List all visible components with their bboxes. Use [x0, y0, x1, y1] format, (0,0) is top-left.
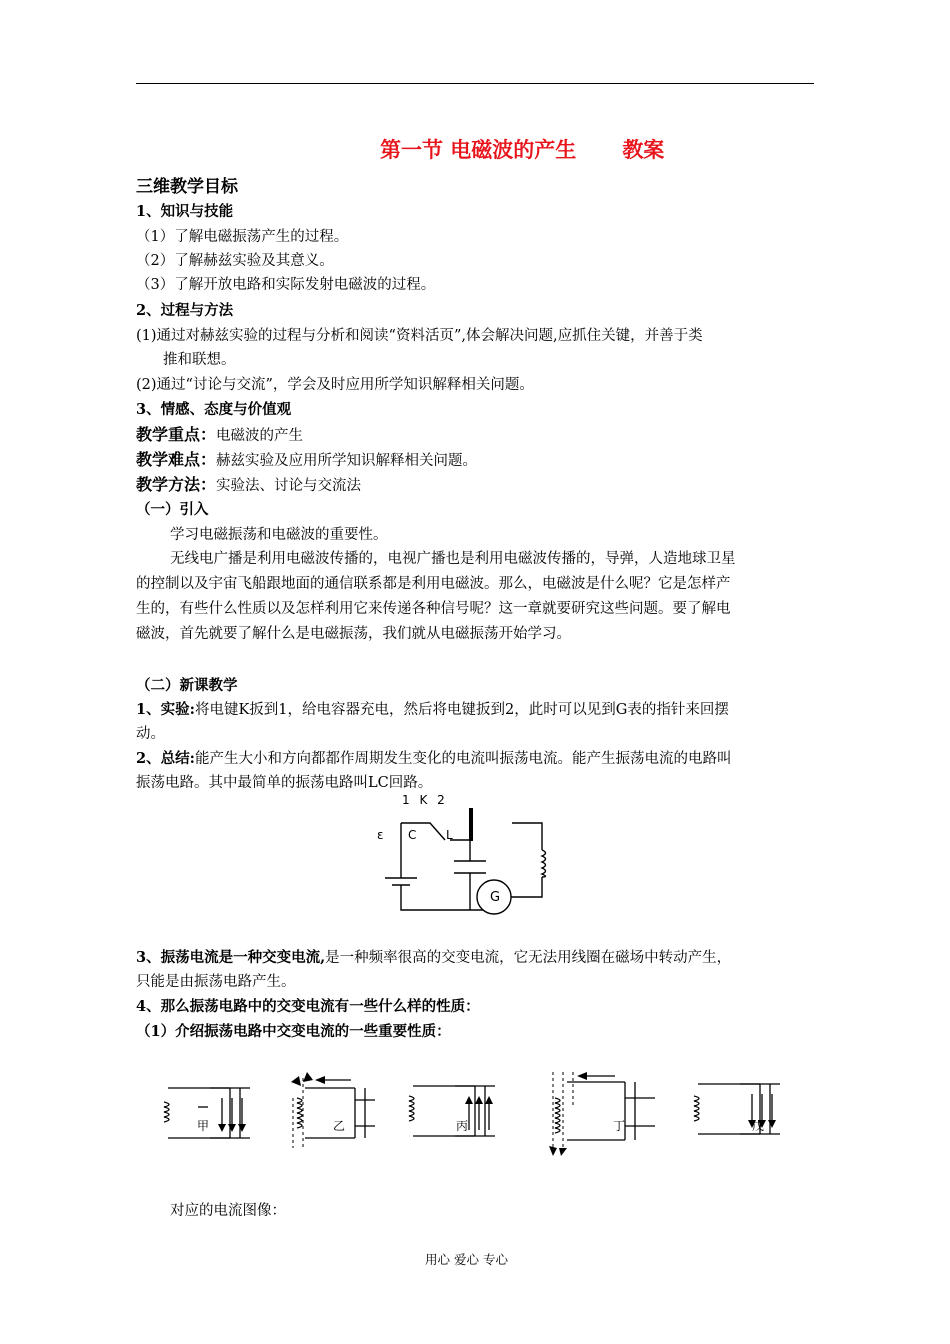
difficulty-point: 教学难点：赫兹实验及应用所学知识解释相关问题。: [136, 450, 478, 469]
process-item-2: (2)通过“讨论与交流”，学会及时应用所学知识解释相关问题。: [136, 377, 534, 393]
properties-question: 4、那么振荡电路中的交变电流有一些什么样的性质：: [136, 998, 480, 1015]
state-label-yi: 乙: [333, 1119, 346, 1133]
intro-paragraph-2: 的控制以及宇宙飞船跟地面的通信联系都是利用电磁波。那么，电磁波是什么呢？它是怎样产: [136, 576, 731, 592]
lc-state-diagram-bing: [405, 1080, 505, 1150]
inductor-label: L: [446, 828, 453, 842]
knowledge-heading: 1、知识与技能: [136, 203, 234, 220]
emf-label: ε: [377, 828, 384, 842]
properties-subheading: （1）介绍振荡电路中交变电流的一些重要性质：: [136, 1023, 451, 1040]
summary-line: 2、总结:能产生大小和方向都都作周期发生变化的电流叫振荡电流。能产生振荡电流的电路叫: [136, 750, 732, 767]
teaching-method: 教学方法：实验法、讨论与交流法: [136, 475, 362, 494]
page-footer: 用心 爱心 专心: [425, 1252, 508, 1267]
current-graph-caption: 对应的电流图像：: [170, 1203, 286, 1219]
emotion-heading: 3、情感、态度与价值观: [136, 401, 292, 418]
header-rule: [136, 83, 814, 84]
oscillating-current-line: 3、振荡电流是一种交变电流,是一种频率很高的交变电流，它无法用线圈在磁场中转动产生，: [136, 949, 732, 966]
capacitor-label: C: [408, 828, 417, 842]
key-point: 教学重点：电磁波的产生: [136, 425, 304, 444]
switch-label: 1 K 2: [402, 793, 448, 807]
experiment-line: 1、实验:将电键K扳到1，给电容器充电，然后将电键扳到2，此时可以见到G表的指针来回摆: [136, 701, 729, 718]
intro-paragraph-2: 生的，有些什么性质以及怎样利用它来传递各种信号呢？这一章就要研究这些问题。要了解电: [136, 601, 731, 617]
lc-state-diagram-jia: [160, 1080, 260, 1150]
intro-paragraph-2: 无线电广播是利用电磁波传播的，电视广播也是利用电磁波传播的，导弹，人造地球卫星: [170, 551, 736, 567]
lc-circuit-diagram: [370, 805, 570, 915]
objectives-heading: 三维教学目标: [136, 177, 238, 197]
intro-paragraph-1: 学习电磁振荡和电磁波的重要性。: [170, 527, 388, 543]
objective-item: （1）了解电磁振荡产生的过程。: [136, 229, 349, 245]
experiment-line-cont: 动。: [136, 726, 165, 742]
lc-state-diagram-yi: [285, 1068, 385, 1148]
state-label-bing: 丙: [456, 1119, 469, 1133]
new-lesson-heading: （二）新课教学: [136, 677, 238, 694]
state-label-jia: 甲: [197, 1119, 210, 1133]
lc-state-diagram-wu: [690, 1080, 790, 1150]
state-label-wu: 戊: [752, 1119, 765, 1133]
process-item-1: (1)通过对赫兹实验的过程与分析和阅读“资料活页”,体会解决问题,应抓住关键，并善于类: [136, 328, 703, 344]
lc-state-diagram-ding: [545, 1068, 660, 1158]
objective-item: （2）了解赫兹实验及其意义。: [136, 253, 334, 269]
galvanometer-label: G: [490, 890, 501, 905]
intro-paragraph-2: 磁波，首先就要了解什么是电磁振荡，我们就从电磁振荡开始学习。: [136, 626, 571, 642]
process-item-1-cont: 推和联想。: [163, 352, 236, 368]
page-title: 第一节 电磁波的产生 教案: [380, 138, 665, 162]
oscillating-current-line-cont: 只能是由振荡电路产生。: [136, 974, 296, 990]
intro-heading: （一）引入: [136, 501, 209, 518]
state-label-ding: 丁: [613, 1119, 626, 1133]
objective-item: （3）了解开放电路和实际发射电磁波的过程。: [136, 277, 436, 293]
summary-line-cont: 振荡电路。其中最简单的振荡电路叫LC回路。: [136, 775, 433, 791]
process-heading: 2、过程与方法: [136, 302, 234, 319]
